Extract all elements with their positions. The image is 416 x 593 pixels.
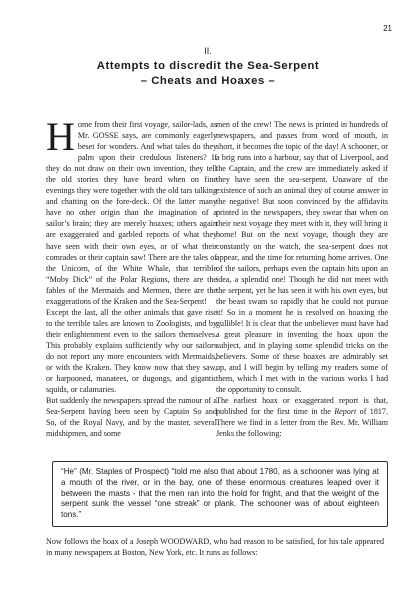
drop-cap: H xyxy=(46,114,75,159)
paragraph: Except the last, all the other animals that gave rise to the terrible tales are known to Zoologists, and by their enlightenment even to the sailors themselves. This probably explains sufficiently why our sailors do not report any more encounters with Mermaids, or with the Kraken. They know now that they saw, or harpooned, manatees, or dugongs, and gigantic squids, or calamaries. xyxy=(46,307,217,395)
paragraph xyxy=(216,395,388,439)
paragraph-text: The earliest hoax or exaggerated report is that, published for the first time in the xyxy=(216,396,388,417)
paragraph: But suddenly the newspapers spread the rumour of a Sea-Serpent having been seen by Captain So and So, of the Royal Navy, and by the master, several midshipmen, and some xyxy=(46,396,217,439)
quote-box: “He” (Mr. Staples of Prospect) “told me also that about 1780, as a schooner was lying at a mouth of the river, or in the bay, one of these enormous creatures leaped over it between the masts - that the men ran into the hold for fright, and that the weight of the serpent sunk the vessel “one streak” or plank. The schooner was of about eighteen tons.” xyxy=(52,461,388,527)
chapter-numeral: II. xyxy=(204,46,212,56)
paragraph-text: ome from their first voyage, sailor-lads, as Mr. GOSSE says, are commonly eagerly beset for wonders. And what tales do they palm upon their credulous listeners? If they do not draw on their own invention, they tell the old stories they have heard when on fine evenings they were together with the old tars talking and chatting on the fore-deck. Of the latter many have no other origin than the imagination of a sailor’s brain; they are merely hoaxes; others again are exaggerated and garbled reports of what they have seen with their own eyes, or of what their comrades or their captain saw! There are the tales of the Unicorn, of the White Whale, that terrible “Moby Dick” of the Polar Regions, there are the fables of the Mermaids and Mermen, there are the exaggerations of the Kraken and the Sea-Serpent! xyxy=(46,120,217,306)
paragraph: men of the crew! The news is printed in hundreds of newspapers, and passes from word of mouth, in short, it becomes the topic of the day! A schooner, or a brig runs into a harbour, say that of Liverpool, and the Captain, and the crew are immediately asked if they have seen the sea-serpent. Unaware of the existence of such an animal they of course answer in the negative! But soon convinced by the affidavits printed in the newspapers, they swear that when on their next voyage they meet with it, they will bring it home! But on the next voyage, though they are constantly on the watch, the sea-serpent does not appear, and the time for returning home arrives. One of the sailors, perhaps even the captain hits upon an idea, a splendid one! Though he did not meet with the serpent, yet he has seen it with his own eyes, but the beast swam so rapidly that he could not pursue it! So in a moment he is resolved on hoaxing the gullible! It is clear that the unbeliever must have had a great pleasure in inventing the hoax upon the subject, and in playing some splendid tricks on the believers. Some of these hoaxes are admirably set up, and I will begin by telling my readers some of them, which I met with in the various works I had the opportunity to consult. xyxy=(216,120,388,395)
right-column xyxy=(216,119,388,439)
paragraph-text: of 1817. There we find in a letter from the Rev. Mr. William Jenks the following: xyxy=(216,407,389,439)
paragraph xyxy=(46,114,217,307)
left-column xyxy=(46,114,217,439)
closing-paragraph: Now follows the hoax of a Joseph WOODWARD, who had reason to be satisfied, for his tale appeared in many newspapers at Boston, New York, etc. It runs as follows: xyxy=(46,537,384,557)
page-number: 21 xyxy=(383,24,392,33)
chapter-title xyxy=(0,59,416,89)
title-line-2: – Cheats and Hoaxes – xyxy=(140,75,276,87)
title-line-1: Attempts to discredit the Sea-Serpent xyxy=(96,60,320,72)
italic-title: Report xyxy=(334,407,357,417)
